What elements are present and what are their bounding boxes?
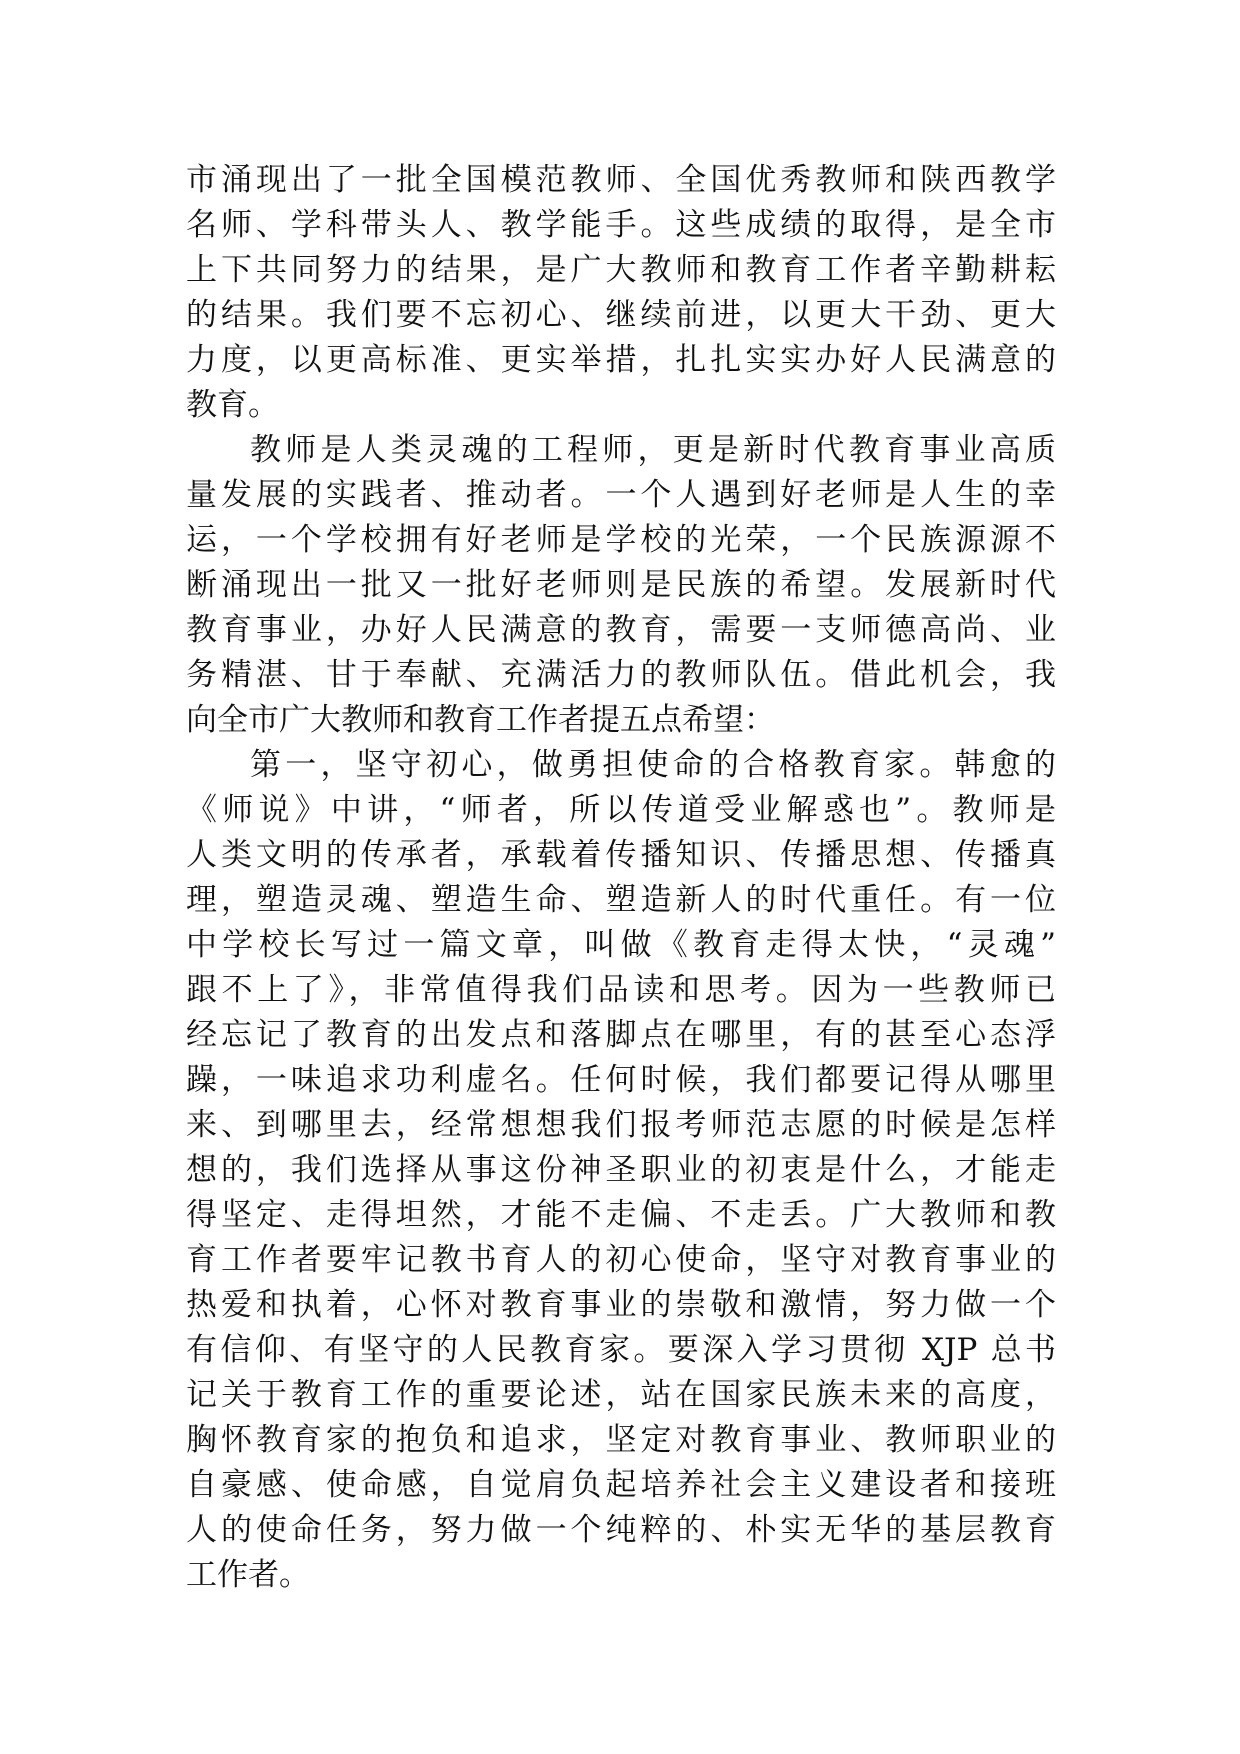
text-line: 力度，以更高标准、更实举措，扎扎实实办好人民满意的 [186,342,1056,378]
text-line: 跟不上了》，非常值得我们品读和思考。因为一些教师已 [186,972,1056,1008]
text-line: 《师说》中讲，“师者，所以传道受业解惑也”。教师是 [186,792,1056,828]
text-line: 名师、学科带头人、教学能手。这些成绩的取得，是全市 [186,207,1056,243]
text-line: 胸怀教育家的抱负和追求，坚定对教育事业、教师职业的 [186,1422,1056,1458]
text-line: 运，一个学校拥有好老师是学校的光荣，一个民族源源不 [186,522,1056,558]
text-line: 人类文明的传承者，承载着传播知识、传播思想、传播真 [186,837,1056,873]
text-line: 躁，一味追求功利虚名。任何时候，我们都要记得从哪里 [186,1062,1056,1098]
text-line: 教育事业，办好人民满意的教育，需要一支师德高尚、业 [186,612,1056,648]
text-line: 热爱和执着，心怀对教育事业的崇敬和激情，努力做一个 [186,1287,1056,1323]
text-line: 经忘记了教育的出发点和落脚点在哪里，有的甚至心态浮 [186,1017,1056,1053]
text-line: 有信仰、有坚守的人民教育家。要深入学习贯彻 XJP 总书 [186,1332,1056,1368]
text-line: 第一，坚守初心，做勇担使命的合格教育家。韩愈的 [250,747,1056,783]
text-line: 来、到哪里去，经常想想我们报考师范志愿的时候是怎样 [186,1107,1056,1143]
text-line: 中学校长写过一篇文章，叫做《教育走得太快，“灵魂” [186,927,1056,963]
text-line: 育工作者要牢记教书育人的初心使命，坚守对教育事业的 [186,1242,1056,1278]
text-line: 人的使命任务，努力做一个纯粹的、朴实无华的基层教育 [186,1512,1056,1548]
text-line: 教师是人类灵魂的工程师，更是新时代教育事业高质 [250,432,1056,468]
text-line: 得坚定、走得坦然，才能不走偏、不走丢。广大教师和教 [186,1197,1056,1233]
text-line: 教育。 [186,387,279,423]
text-line: 记关于教育工作的重要论述，站在国家民族未来的高度， [186,1377,1056,1413]
text-line: 市涌现出了一批全国模范教师、全国优秀教师和陕西教学 [186,162,1056,198]
text-line: 自豪感、使命感，自觉肩负起培养社会主义建设者和接班 [186,1467,1056,1503]
text-line: 想的，我们选择从事这份神圣职业的初衷是什么，才能走 [186,1152,1056,1188]
text-line: 向全市广大教师和教育工作者提五点希望： [186,702,775,738]
text-line: 量发展的实践者、推动者。一个人遇到好老师是人生的幸 [186,477,1056,513]
text-line: 的结果。我们要不忘初心、继续前进，以更大干劲、更大 [186,297,1056,333]
text-line: 理，塑造灵魂、塑造生命、塑造新人的时代重任。有一位 [186,882,1056,918]
text-line: 务精湛、甘于奉献、充满活力的教师队伍。借此机会，我 [186,657,1056,693]
text-line: 断涌现出一批又一批好老师则是民族的希望。发展新时代 [186,567,1056,603]
text-line: 上下共同努力的结果，是广大教师和教育工作者辛勤耕耘 [186,252,1056,288]
body-text [186,158,1056,1598]
text-line: 工作者。 [186,1557,310,1593]
